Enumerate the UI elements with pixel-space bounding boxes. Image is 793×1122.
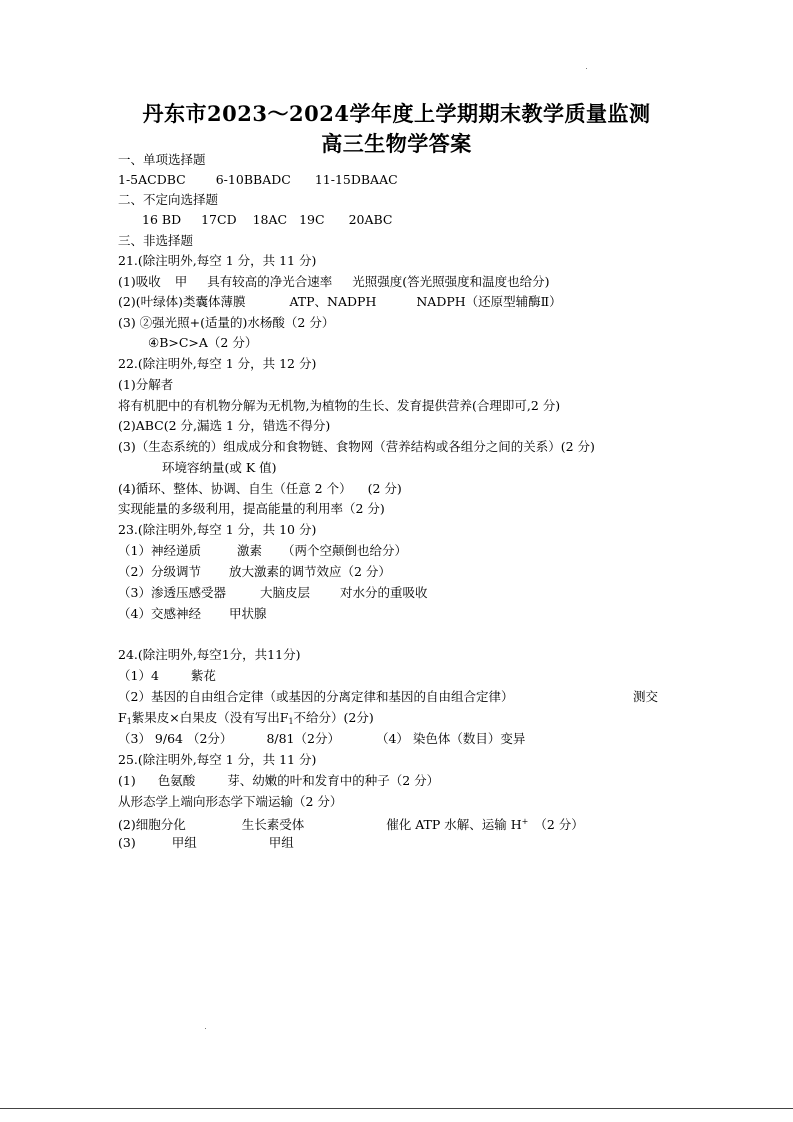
q25-part2-answer-c: 催化 ATP 水解、运输 H <box>386 817 522 832</box>
q22-part4 <box>118 481 402 497</box>
scan-speck <box>586 68 587 69</box>
q24-part3-answer-a: （3） 9/64 （2分） <box>118 731 233 746</box>
q25-part1 <box>118 773 439 789</box>
q23-part2-answer-a: （2）分级调节 <box>118 564 201 579</box>
q21-part2 <box>118 294 562 310</box>
q23-part4 <box>118 606 266 622</box>
q24-part3 <box>118 731 525 747</box>
q22-part4-answer: (4)循环、整体、协调、自生（任意 2 个） <box>118 481 352 496</box>
q21-part2-answer-a: (2)(叶绿体)类囊体薄膜 <box>118 294 246 309</box>
document-subtitle: 高三生物学答案 <box>321 131 472 156</box>
q24-part1 <box>118 668 216 684</box>
q21-part1-answer-c: 具有较高的净光合速率 <box>207 274 333 289</box>
q25-part1-d: 从形态学上端向形态学下端运输（2 分） <box>118 794 343 809</box>
q25-part1-answer-c: 芽、幼嫩的叶和发育中的种子（2 分） <box>227 773 440 788</box>
answer-16: 16 BD <box>142 212 182 227</box>
q21-part1 <box>118 274 550 290</box>
q21-part2-answer-c: NADPH（还原型辅酶Ⅱ） <box>416 294 562 309</box>
q24-part1-answer-b: 紫花 <box>190 668 216 683</box>
q22-part1: (1)分解者 <box>118 377 174 392</box>
q22-part2: (2)ABC(2 分,漏选 1 分，错选不得分) <box>118 418 331 433</box>
section-1-heading: 一、单项选择题 <box>118 152 206 167</box>
q22-part3-b: 环境容纳量(或 K 值) <box>162 460 277 475</box>
q23-part1-note: （两个空颠倒也给分） <box>281 543 407 558</box>
q22-header: 22.(除注明外,每空 1 分，共 12 分) <box>118 356 317 371</box>
section-3-heading: 三、非选择题 <box>118 233 194 248</box>
q23-part4-answer-a: （4）交感神经 <box>118 606 201 621</box>
q23-part3-answer-c: 对水分的重吸收 <box>339 585 428 600</box>
section-2-answers <box>142 212 393 228</box>
section-2-heading: 二、不定向选择题 <box>118 192 219 207</box>
q24-part2-cross: 紫果皮×白果皮（没有写出F <box>131 710 289 725</box>
q23-part1-answer-b: 激素 <box>236 543 262 558</box>
q25-part2-answer-b: 生长素受体 <box>241 817 305 832</box>
q25-part2-score: （2 分） <box>534 817 584 832</box>
scan-speck-lower <box>205 1028 206 1029</box>
q24-part3-answer-b: 8/81（2分） <box>266 731 340 746</box>
q23-part2-answer-b: 放大激素的调节效应（2 分） <box>228 564 391 579</box>
q23-part1 <box>118 543 407 559</box>
q21-part1-answer-b: 甲 <box>174 274 188 289</box>
q23-part3-answer-b: 大脑皮层 <box>259 585 310 600</box>
q25-part1-label: (1) <box>118 773 136 788</box>
answer-18: 18AC <box>252 212 288 227</box>
q24-part2: （2）基因的自由组合定律（或基因的分离定律和基因的自由组合定律） <box>118 689 514 704</box>
q23-header: 23.(除注明外,每空 1 分，共 10 分) <box>118 522 317 537</box>
q23-part3 <box>118 585 428 601</box>
page-bottom-rule <box>0 1108 793 1109</box>
section-1-answers <box>118 172 398 188</box>
answer-20: 20ABC <box>348 212 393 227</box>
answers-1-5: 1-5ACDBC <box>118 172 186 187</box>
answer-17: 17CD <box>201 212 237 227</box>
q21-part2-answer-b: ATP、NADPH <box>289 294 377 309</box>
q25-part2-answer-a: (2)细胞分化 <box>118 817 186 832</box>
q22-part3: (3)（生态系统的）组成成分和食物链、食物网（营养结构或各组分之间的关系）(2 分) <box>118 439 595 454</box>
q25-header: 25.(除注明外,每空 1 分，共 11 分) <box>118 752 317 767</box>
q25-part1-answer-b: 色氨酸 <box>157 773 196 788</box>
q25-part3 <box>118 835 294 851</box>
answer-19: 19C <box>299 212 325 227</box>
q22-part4-score: (2 分) <box>367 481 402 496</box>
q24-part2-f1-sub-2: 1 <box>288 717 294 726</box>
q24-part2-b: 测交 <box>633 689 659 704</box>
q23-part3-answer-a: （3）渗透压感受器 <box>118 585 226 600</box>
q24-part2-c <box>118 710 374 730</box>
q22-part4-b: 实现能量的多级利用，提高能量的利用率（2 分) <box>118 501 385 516</box>
q25-part2 <box>118 814 584 833</box>
q22-part1-b: 将有机肥中的有机物分解为无机物,为植物的生长、发育提供营养(合理即可,2 分) <box>118 398 561 413</box>
q25-part3-label: (3) <box>118 835 136 850</box>
q24-part2-f1: F <box>118 710 127 725</box>
q23-part2 <box>118 564 391 580</box>
answers-6-10: 6-10BBADC <box>215 172 291 187</box>
q25-part2-sup: + <box>521 817 529 826</box>
q24-part2-note: 不给分）(2分) <box>293 710 374 725</box>
q25-part3-answer-c: 甲组 <box>268 835 294 850</box>
q21-part3-b: ④B>C>A（2 分） <box>148 335 258 350</box>
q21-part1-answer-d: 光照强度(答光照强度和温度也给分) <box>352 274 550 289</box>
q23-part1-answer-a: （1）神经递质 <box>118 543 201 558</box>
q21-part3: (3) ②强光照+(适量的)水杨酸（2 分） <box>118 315 335 330</box>
q21-part1-label: (1)吸收 <box>118 274 161 289</box>
q24-part4-answer: （4） 染色体（数目）变异 <box>375 731 526 746</box>
q24-header: 24.(除注明外,每空1分，共11分) <box>118 647 301 662</box>
document-title: 丹东市2023～2024学年度上学期期末教学质量监测 <box>142 101 651 126</box>
answers-11-15: 11-15DBAAC <box>314 172 398 187</box>
q24-part1-answer-a: （1）4 <box>118 668 159 683</box>
q24-part2-f1-sub: 1 <box>126 717 132 726</box>
q25-part3-answer-b: 甲组 <box>171 835 197 850</box>
q21-header: 21.(除注明外,每空 1 分，共 11 分) <box>118 253 317 268</box>
q23-part4-answer-b: 甲状腺 <box>228 606 267 621</box>
